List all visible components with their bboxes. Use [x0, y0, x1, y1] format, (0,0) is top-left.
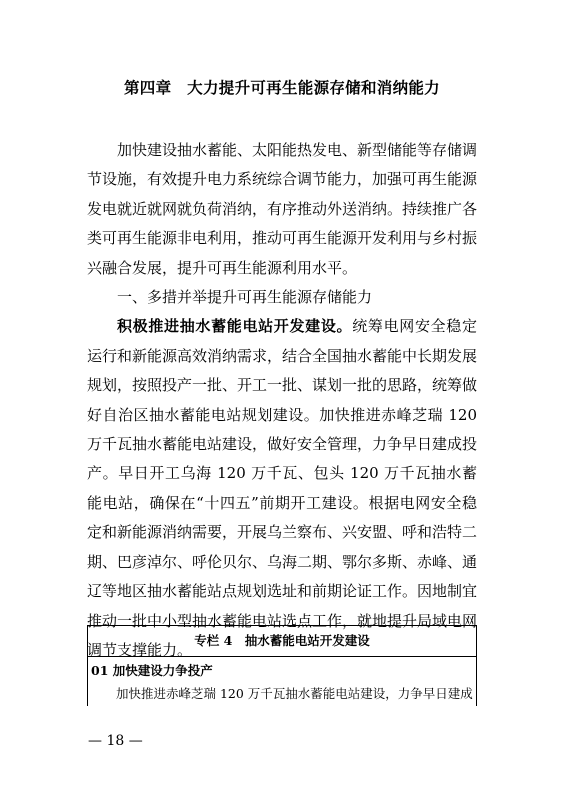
- box-title: 专栏 4 抽水蓄能电站开发建设: [88, 626, 476, 657]
- paragraph-bold-lead: 积极推进抽水蓄能电站开发建设。: [117, 317, 353, 336]
- box-item-text: 加快推进赤峰芝瑞 120 万千瓦抽水蓄能电站建设，力争早日建成: [116, 686, 473, 701]
- chapter-title: 第四章 大力提升可再生能源存储和消纳能力: [123, 79, 440, 97]
- section-heading: 一、多措并举提升可再生能源存储能力: [117, 288, 373, 307]
- box-item-heading: 01 加快建设力争投产: [91, 663, 213, 678]
- page-number: — 18 —: [88, 733, 143, 749]
- paragraph-text: 统筹电网安全稳定运行和新能源高效消纳需求，结合全国抽水蓄能中长期发展规划，按照投产一批、开工一批、谋划一批的思路，统筹做好自治区抽水蓄能电站规划建设。加快推进赤峰芝瑞 120 万千瓦抽水蓄能电站建设，做好安全管理，力争早日建成投产。早日开工乌海 120 万千瓦、包头 120 万千瓦抽水蓄能电站，确保在“十四五”前期开工建设。根据电网安全稳定和新能源消纳需要，开展乌兰察布、兴安盟、呼和浩特二期、巴彦淖尔、呼伦贝尔、乌海二期、鄂尔多斯、赤峰、通辽等地区抽水蓄能站点规划选址和前期论证工作。因地制宜推动一批中小型抽水蓄能电站选点工作，就地提升局域电网调节支撑能力。: [87, 317, 478, 659]
- body-text: [87, 136, 477, 665]
- section-paragraph: [87, 312, 477, 665]
- feature-box: [87, 625, 477, 706]
- intro-paragraph: 加快建设抽水蓄能、太阳能热发电、新型储能等存储调节设施，有效提升电力系统综合调节能力，加强可再生能源发电就近就网就负荷消纳，有序推动外送消纳。持续推广各类可再生能源非电利用，推动可再生能源开发利用与乡村振兴融合发展，提升可再生能源利用水平。: [87, 141, 478, 277]
